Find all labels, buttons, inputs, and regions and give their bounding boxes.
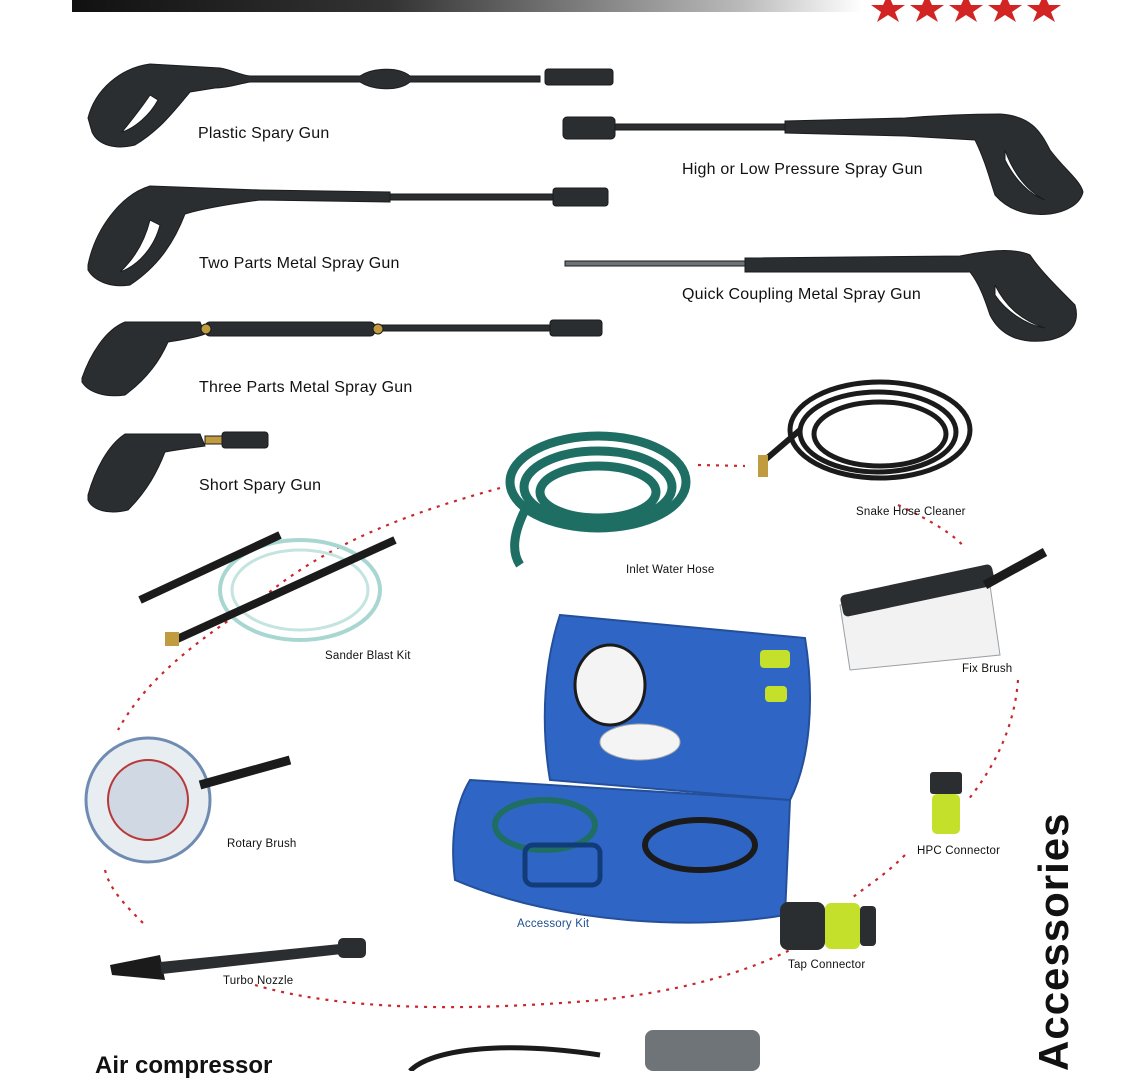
fix-brush-image [840, 552, 1045, 670]
label-tap-connector: Tap Connector [788, 959, 866, 971]
label-two-parts-metal-spray-gun: Two Parts Metal Spray Gun [199, 255, 400, 272]
label-accessory-kit: Accessory Kit [517, 918, 590, 930]
turbo-nozzle-image [110, 938, 366, 980]
hpc-connector-image [930, 772, 962, 834]
sander-blast-kit-image [140, 535, 395, 646]
label-snake-hose-cleaner: Snake Hose Cleaner [856, 506, 966, 518]
inlet-water-hose-image [510, 436, 686, 565]
heading-air-compressor: Air compressor [95, 1052, 273, 1079]
snake-hose-cleaner-image [758, 382, 970, 478]
label-quick-coupling-metal-spray-gun: Quick Coupling Metal Spray Gun [682, 286, 921, 303]
plastic-spray-gun-image [88, 64, 613, 147]
tap-connector-image [780, 902, 876, 950]
accessory-kit-case-image [453, 615, 810, 923]
section-title-accessories: Accessories [1030, 812, 1077, 1071]
label-sander-blast-kit: Sander Blast Kit [325, 650, 411, 662]
label-rotary-brush: Rotary Brush [227, 838, 297, 850]
label-high-low-pressure-spray-gun: High or Low Pressure Spray Gun [682, 161, 923, 178]
label-hpc-connector: HPC Connector [917, 845, 1001, 857]
air-compressor-partial-image [410, 1030, 760, 1071]
label-fix-brush: Fix Brush [962, 663, 1013, 675]
short-spray-gun-image [88, 432, 268, 512]
label-inlet-water-hose: Inlet Water Hose [626, 564, 715, 576]
label-turbo-nozzle: Turbo Nozzle [223, 975, 294, 987]
label-plastic-spray-gun: Plastic Spary Gun [198, 125, 330, 142]
label-short-spray-gun: Short Spary Gun [199, 477, 322, 494]
label-three-parts-metal-spray-gun: Three Parts Metal Spray Gun [199, 379, 413, 396]
